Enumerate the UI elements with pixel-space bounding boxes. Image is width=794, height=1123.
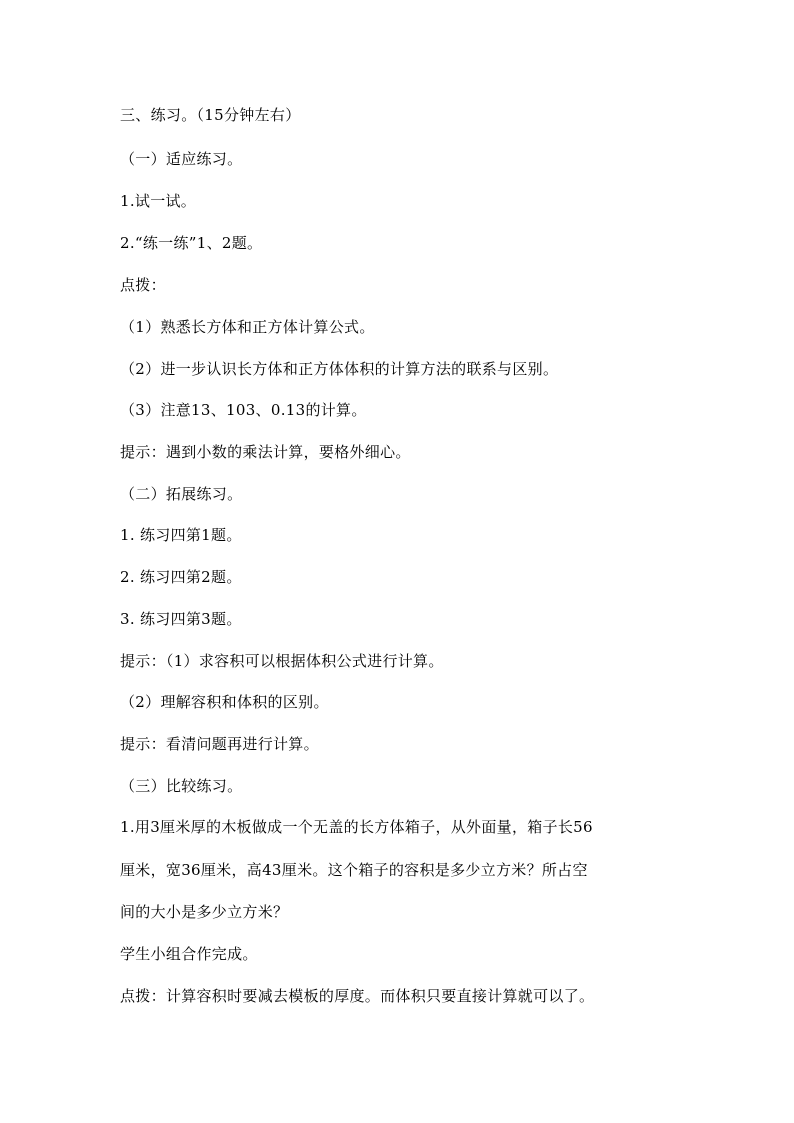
item-practice-1-2: 2.“练一练”1、2题。	[120, 234, 263, 252]
group-work-note: 学生小组合作完成。	[120, 945, 258, 963]
problem-text-line-3: 间的大小是多少立方米？	[120, 903, 289, 921]
exercise-item-1: 1. 练习四第1题。	[120, 526, 242, 544]
subsection-extended-practice: （二）拓展练习。	[120, 485, 243, 503]
tip-read-carefully: 提示：看清问题再进行计算。	[120, 735, 319, 753]
guidance-point-1: （1）熟悉长方体和正方体计算公式。	[120, 318, 375, 336]
tip-capacity-vs-volume: （2）理解容积和体积的区别。	[120, 693, 329, 711]
exercise-item-2: 2. 练习四第2题。	[120, 568, 242, 586]
guidance-label: 点拨：	[120, 276, 166, 294]
subsection-adapt-practice: （一）适应练习。	[120, 150, 243, 168]
problem-text-line-1: 1.用3厘米厚的木板做成一个无盖的长方体箱子，从外面量，箱子长56	[120, 818, 593, 836]
problem-text-line-2: 厘米，宽36厘米，高43厘米。这个箱子的容积是多少立方米？所占空	[120, 861, 588, 879]
exercise-item-3: 3. 练习四第3题。	[120, 610, 242, 628]
item-try: 1.试一试。	[120, 192, 197, 210]
guidance-capacity-thickness: 点拨：计算容积时要减去模板的厚度。而体积只要直接计算就可以了。	[120, 987, 595, 1005]
guidance-point-2: （2）进一步认识长方体和正方体体积的计算方法的联系与区别。	[120, 360, 559, 378]
guidance-point-3: （3）注意13、103、0.13的计算。	[120, 401, 367, 419]
tip-decimal-multiplication: 提示：遇到小数的乘法计算，要格外细心。	[120, 443, 411, 461]
section-heading-practice: 三、练习。（15分钟左右）	[120, 106, 301, 124]
tip-volume-formula: 提示：（1）求容积可以根据体积公式进行计算。	[120, 652, 444, 670]
subsection-comparison-practice: （三）比较练习。	[120, 777, 243, 795]
